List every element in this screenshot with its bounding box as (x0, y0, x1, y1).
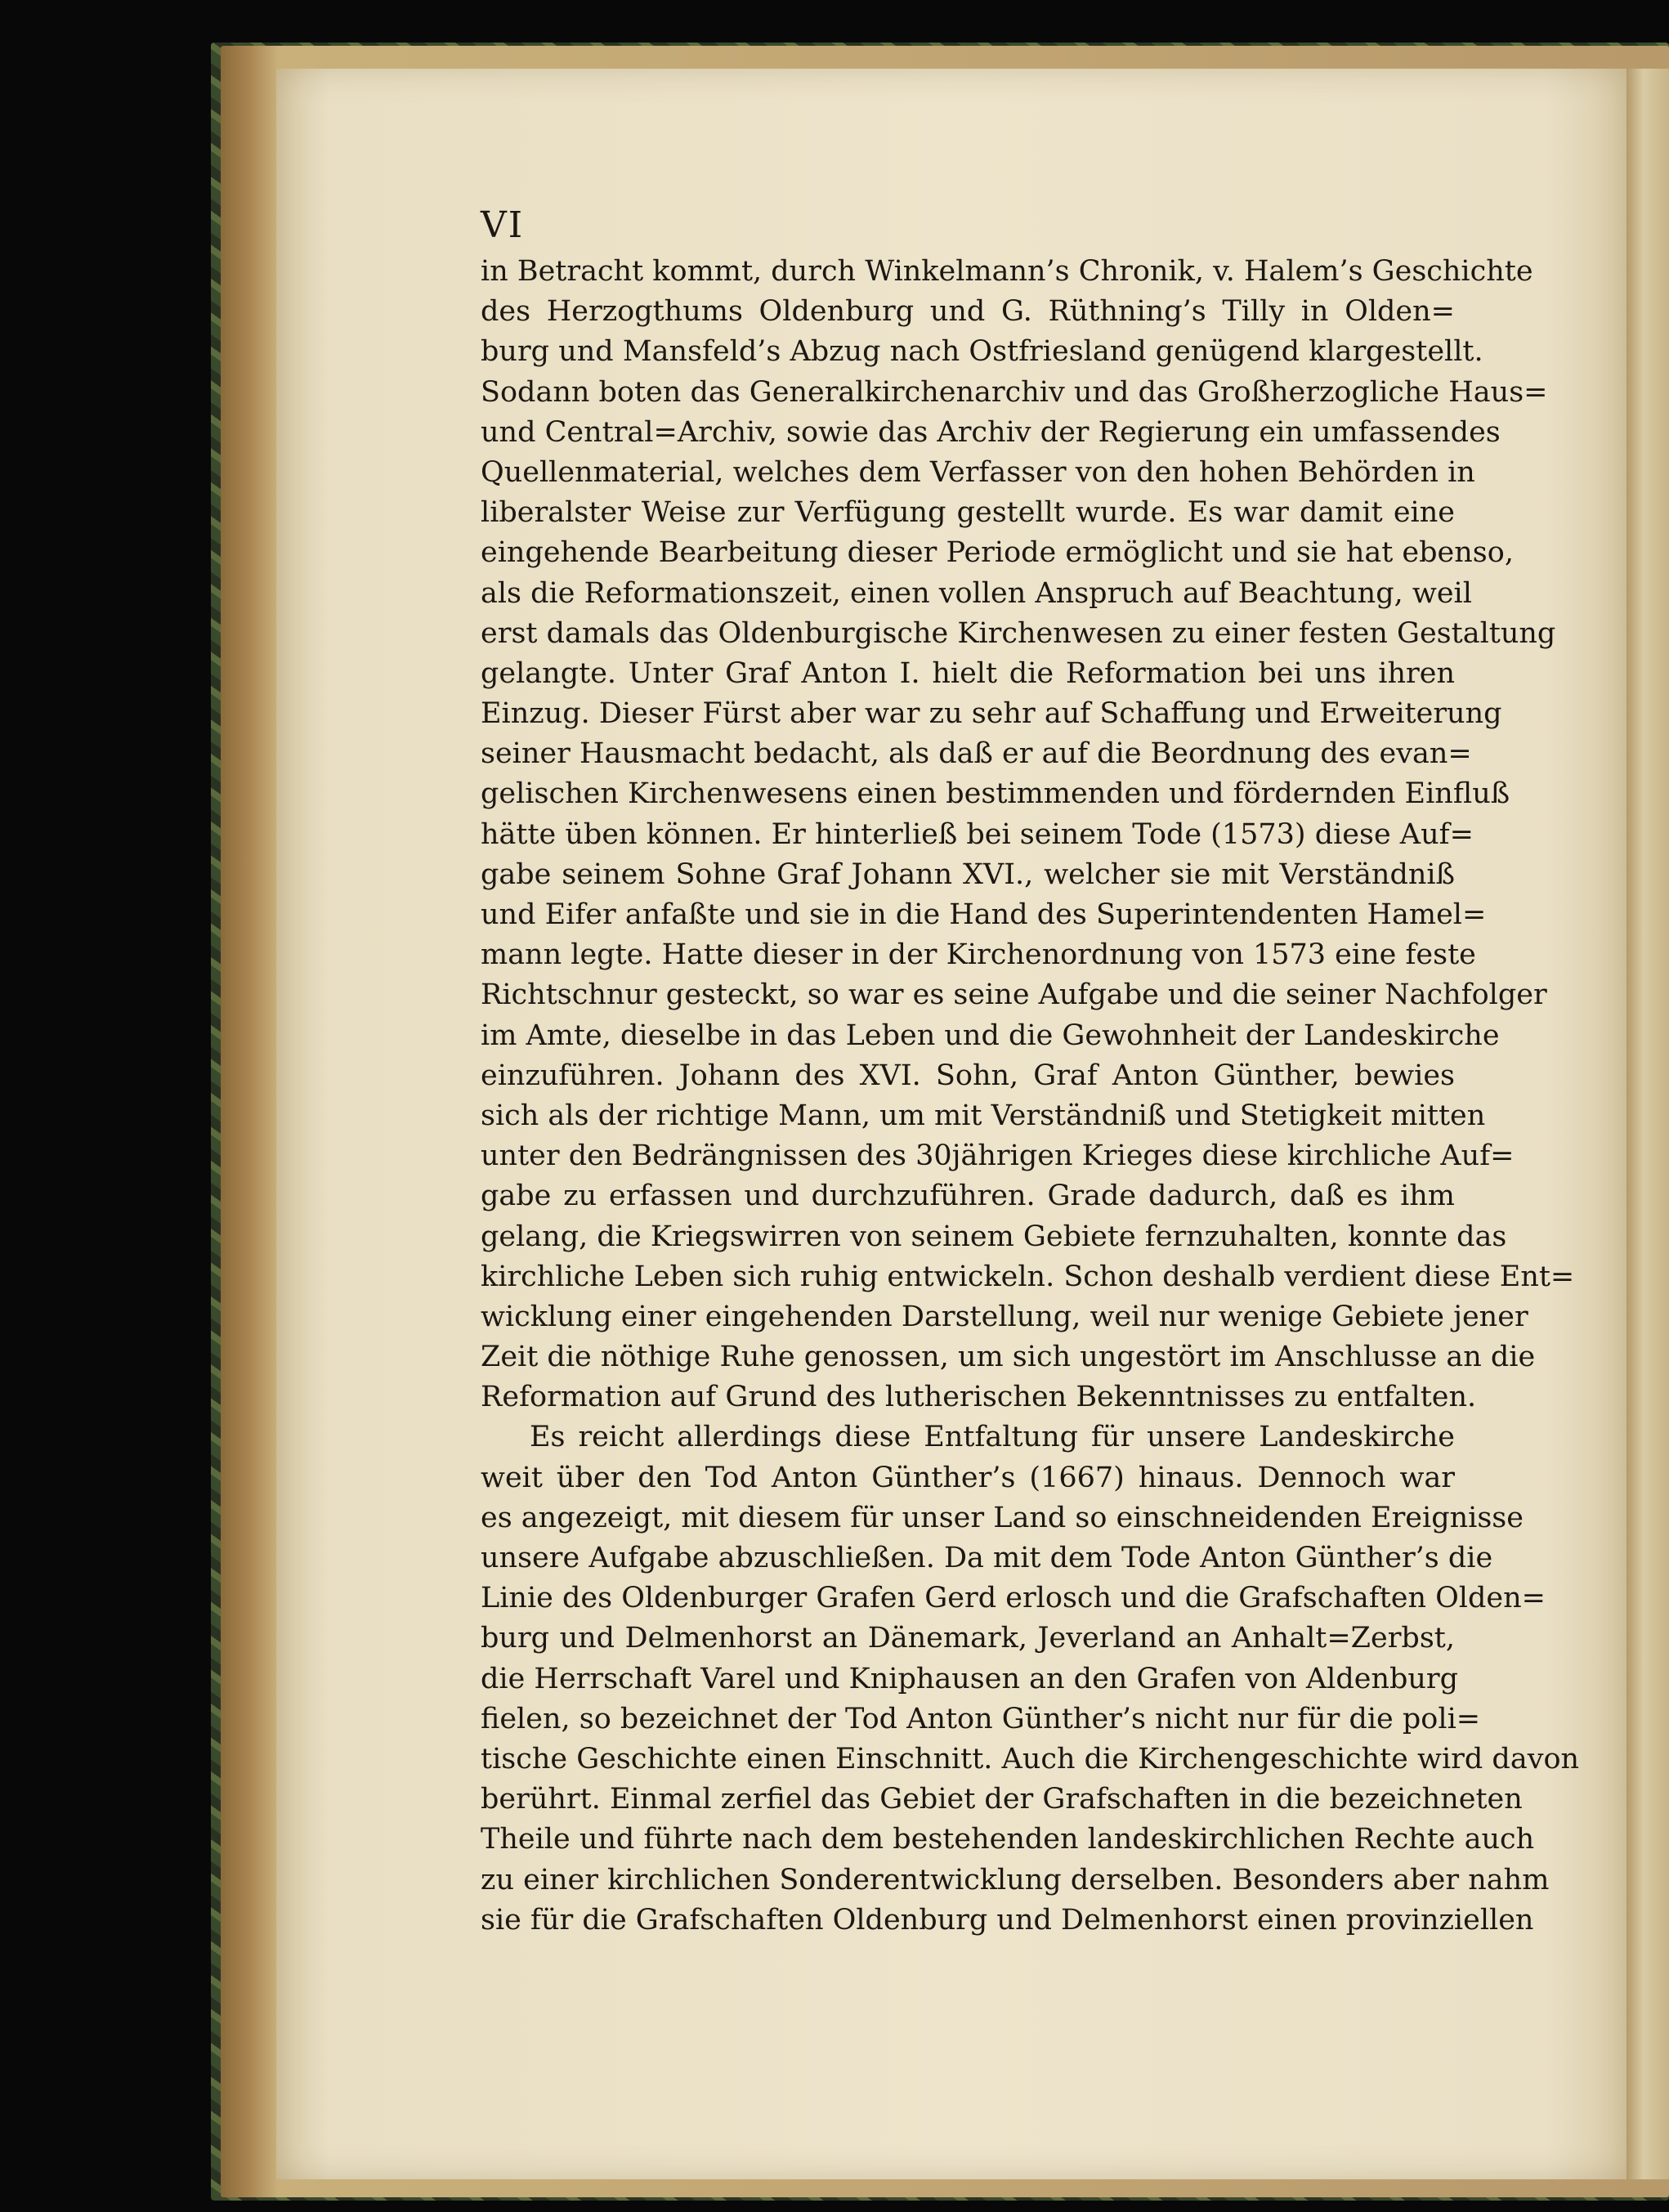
text-line: sich als der richtige Mann, um mit Verständniß und Stetigkeit mitten (481, 1099, 1486, 1132)
paragraph-2 (481, 1417, 1580, 1940)
text-line: Richtschnur gesteckt, so war es seine Aufgabe und die seiner Nachfolger (481, 978, 1547, 1012)
text-line: es angezeigt, mit diesem für unser Land so einschneidenden Ereignisse (481, 1501, 1524, 1534)
text-line: einzuführen. Johann des XVI. Sohn, Graf Anton Günther, bewies (481, 1059, 1455, 1092)
text-line: unsere Aufgabe abzuschließen. Da mit dem Tode Anton Günther’s die (481, 1542, 1493, 1574)
text-line: gabe zu erfassen und durchzuführen. Grade dadurch, daß es ihm (481, 1180, 1455, 1213)
text-line: zu einer kirchlichen Sonderentwicklung derselben. Besonders aber nahm (481, 1863, 1550, 1896)
text-line: hätte üben können. Er hinterließ bei seinem Tode (1573) diese Auf= (481, 817, 1474, 851)
text-line: eingehende Bearbeitung dieser Periode ermöglicht und sie hat ebenso, (481, 536, 1514, 570)
text-line: burg und Mansfeld’s Abzug nach Ostfriesland genügend klargestellt. (481, 335, 1483, 369)
text-line: und Central=Archiv, sowie das Archiv der Regierung ein umfassendes (481, 415, 1501, 449)
text-line: Einzug. Dieser Fürst aber war zu sehr auf Schaffung und Erweiterung (481, 697, 1502, 731)
text-line: seiner Hausmacht bedacht, als daß er auf die Beordnung des evan= (481, 737, 1472, 771)
text-line: des Herzogthums Oldenburg und G. Rüthning’s Tilly in Olden= (481, 295, 1455, 329)
text-line: unter den Bedrängnissen des 30jährigen Krieges diese kirchliche Auf= (481, 1140, 1515, 1173)
page-text (481, 252, 1580, 1941)
text-line: die Herrschaft Varel und Kniphausen an den Grafen von Aldenburg (481, 1662, 1459, 1695)
text-line: Theile und führte nach dem bestehenden landeskirchlichen Rechte auch (481, 1823, 1535, 1856)
text-line: weit über den Tod Anton Günther’s (1667) hinaus. Dennoch war (481, 1461, 1455, 1494)
next-page-edge (1626, 69, 1669, 2179)
text-line: tische Geschichte einen Einschnitt. Auch die Kirchengeschichte wird davon (481, 1742, 1580, 1775)
text-line: als die Reformationszeit, einen vollen Anspruch auf Beachtung, weil (481, 576, 1472, 610)
text-line: berührt. Einmal zerfiel das Gebiet der Grafschaften in die bezeichneten (481, 1783, 1523, 1816)
text-line: Zeit die nöthige Ruhe genossen, um sich ungestört im Anschlusse an die (481, 1341, 1536, 1374)
text-line: burg und Delmenhorst an Dänemark, Jeverland an Anhalt=Zerbst, (481, 1622, 1455, 1655)
text-line: wicklung einer eingehenden Darstellung, weil nur wenige Gebiete jener (481, 1300, 1528, 1333)
text-line: gelangte. Unter Graf Anton I. hielt die Reformation bei uns ihren (481, 656, 1455, 690)
text-line: gabe seinem Sohne Graf Johann XVI., welcher sie mit Verständniß (481, 857, 1455, 891)
text-line: liberalster Weise zur Verfügung gestellt wurde. Es war damit eine (481, 496, 1455, 530)
text-line: Reformation auf Grund des lutherischen Bekenntnisses zu entfalten. (481, 1381, 1477, 1414)
text-line: Quellenmaterial, welches dem Verfasser von den hohen Behörden in (481, 455, 1475, 489)
text-line: Es reicht allerdings diese Entfaltung für unsere Landeskirche (530, 1421, 1455, 1454)
text-line: im Amte, dieselbe in das Leben und die Gewohnheit der Landeskirche (481, 1019, 1500, 1052)
text-line: Sodann boten das Generalkirchenarchiv und das Großherzogliche Haus= (481, 375, 1548, 409)
text-line: fielen, so bezeichnet der Tod Anton Günther’s nicht nur für die poli= (481, 1702, 1481, 1735)
text-line: gelang, die Kriegswirren von seinem Gebiete fernzuhalten, konnte das (481, 1220, 1507, 1253)
text-line: in Betracht kommt, durch Winkelmann’s Chronik, v. Halem’s Geschichte (481, 255, 1533, 288)
text-line: sie für die Grafschaften Oldenburg und Delmenhorst einen provinziellen (481, 1903, 1534, 1937)
text-line: gelischen Kirchenwesens einen bestimmenden und fördernden Einfluß (481, 777, 1510, 811)
text-line: erst damals das Oldenburgische Kirchenwesen zu einer festen Gestaltung (481, 616, 1556, 650)
paragraph-1 (481, 252, 1575, 1417)
text-line: mann legte. Hatte dieser in der Kirchenordnung von 1573 eine feste (481, 938, 1476, 972)
text-line: und Eifer anfaßte und sie in die Hand des Superintendenten Hamel= (481, 898, 1487, 931)
text-line: kirchliche Leben sich ruhig entwickeln. Schon deshalb verdient diese Ent= (481, 1260, 1575, 1293)
page-number: VI (481, 204, 525, 246)
text-line: Linie des Oldenburger Grafen Gerd erlosch und die Grafschaften Olden= (481, 1582, 1546, 1615)
